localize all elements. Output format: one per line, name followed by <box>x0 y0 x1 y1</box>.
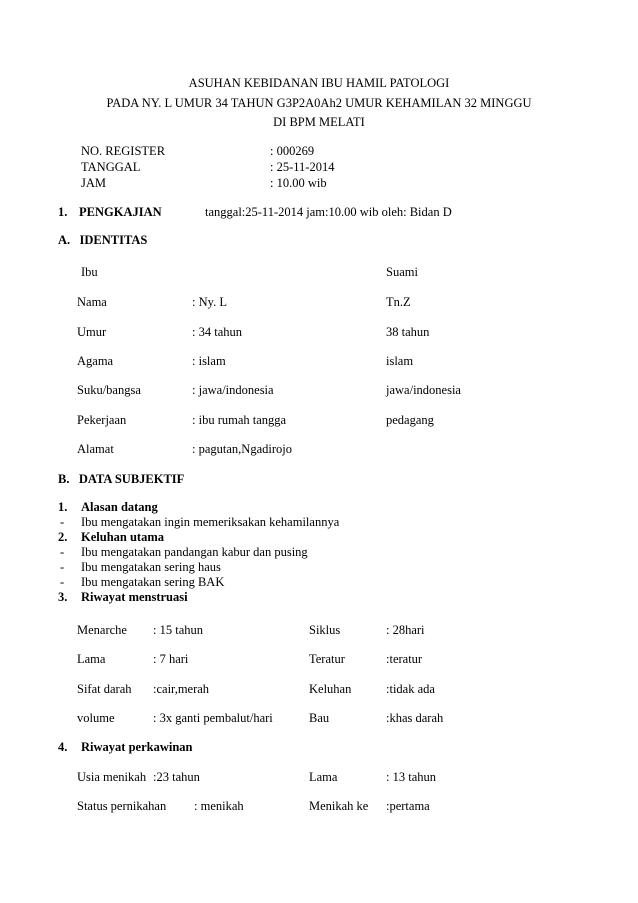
document-subtitle-line2: DI BPM MELATI <box>273 115 365 129</box>
register-number-label: NO. REGISTER <box>81 144 166 158</box>
menstruasi-heading: Riwayat menstruasi <box>81 590 188 604</box>
menstruasi-row-value: : 15 tahun <box>153 623 203 637</box>
menstruasi-row-label: Sifat darah <box>77 682 132 696</box>
document-subtitle-line1: PADA NY. L UMUR 34 TAHUN G3P2A0Ah2 UMUR KEHAMILAN 32 MINGGU <box>106 96 532 110</box>
identity-row-label: Nama <box>77 295 107 309</box>
menstruasi-row-label: Siklus <box>309 623 341 637</box>
date-label: TANGGAL <box>81 160 141 174</box>
identity-row-ibu-value: : jawa/indonesia <box>192 383 274 397</box>
perkawinan-row-label: Menikah ke <box>309 799 369 813</box>
menstruasi-row-label: Lama <box>77 652 106 666</box>
identity-row-suami-value: jawa/indonesia <box>386 383 461 397</box>
pengkajian-heading: PENGKAJIAN <box>79 205 162 219</box>
identity-row-label: Pekerjaan <box>77 413 127 427</box>
menstruasi-row-value: :khas darah <box>386 711 444 725</box>
list-bullet: - <box>60 560 65 574</box>
pengkajian-detail: tanggal:25-11-2014 jam:10.00 wib oleh: Bidan D <box>205 205 452 219</box>
menstruasi-row-label: volume <box>77 711 115 725</box>
identity-row-label: Umur <box>77 325 107 339</box>
perkawinan-row-label: Status pernikahan <box>77 799 167 813</box>
menstruasi-row-value: : 7 hari <box>153 652 189 666</box>
menstruasi-row-label: Menarche <box>77 623 127 637</box>
menstruasi-row-value: : 3x ganti pembalut/hari <box>153 711 273 725</box>
menstruasi-row-label: Keluhan <box>309 682 352 696</box>
identity-row-suami-value: pedagang <box>386 413 434 427</box>
menstruasi-number: 3. <box>58 590 68 604</box>
identity-row-label: Alamat <box>77 442 114 456</box>
menstruasi-row-value: :teratur <box>386 652 423 666</box>
pengkajian-number: 1. <box>58 205 68 219</box>
list-bullet: - <box>60 515 65 529</box>
suami-column-label: Suami <box>386 265 418 279</box>
identity-row-suami-value: islam <box>386 354 414 368</box>
perkawinan-row-label: Lama <box>309 770 338 784</box>
subjektif-heading: B. DATA SUBJEKTIF <box>58 472 185 486</box>
register-number-value: : 000269 <box>270 144 315 158</box>
perkawinan-heading: Riwayat perkawinan <box>81 740 193 754</box>
perkawinan-row-value: : 13 tahun <box>386 770 436 784</box>
identity-row-ibu-value: : islam <box>192 354 226 368</box>
time-label: JAM <box>81 176 107 190</box>
perkawinan-row-value: :23 tahun <box>153 770 200 784</box>
perkawinan-row-label: Usia menikah <box>77 770 147 784</box>
menstruasi-row-value: : 28hari <box>386 623 425 637</box>
identitas-heading: A. IDENTITAS <box>58 233 148 247</box>
perkawinan-row-value: : menikah <box>194 799 244 813</box>
identity-row-ibu-value: : Ny. L <box>192 295 227 309</box>
perkawinan-number: 4. <box>58 740 68 754</box>
list-item: Ibu mengatakan sering haus <box>81 560 221 574</box>
menstruasi-row-value: :cair,merah <box>153 682 210 696</box>
identity-row-label: Agama <box>77 354 114 368</box>
keluhan-heading: Keluhan utama <box>81 530 165 544</box>
date-value: : 25-11-2014 <box>270 160 335 174</box>
identity-row-ibu-value: : pagutan,Ngadirojo <box>192 442 292 456</box>
identity-row-ibu-value: : 34 tahun <box>192 325 242 339</box>
list-bullet: - <box>60 575 65 589</box>
list-item: Ibu mengatakan pandangan kabur dan pusing <box>81 545 308 559</box>
menstruasi-row-value: :tidak ada <box>386 682 435 696</box>
identity-row-suami-value: 38 tahun <box>386 325 430 339</box>
alasan-heading: Alasan datang <box>81 500 158 514</box>
ibu-column-label: Ibu <box>81 265 98 279</box>
list-bullet: - <box>60 545 65 559</box>
alasan-number: 1. <box>58 500 68 514</box>
keluhan-number: 2. <box>58 530 68 544</box>
identity-row-label: Suku/bangsa <box>77 383 141 397</box>
time-value: : 10.00 wib <box>270 176 327 190</box>
identity-row-ibu-value: : ibu rumah tangga <box>192 413 287 427</box>
identity-row-suami-value: Tn.Z <box>386 295 411 309</box>
list-item: Ibu mengatakan ingin memeriksakan kehamilannya <box>81 515 340 529</box>
menstruasi-row-label: Bau <box>309 711 330 725</box>
perkawinan-row-value: :pertama <box>386 799 430 813</box>
document-title: ASUHAN KEBIDANAN IBU HAMIL PATOLOGI <box>188 76 450 90</box>
menstruasi-row-label: Teratur <box>309 652 345 666</box>
list-item: Ibu mengatakan sering BAK <box>81 575 225 589</box>
